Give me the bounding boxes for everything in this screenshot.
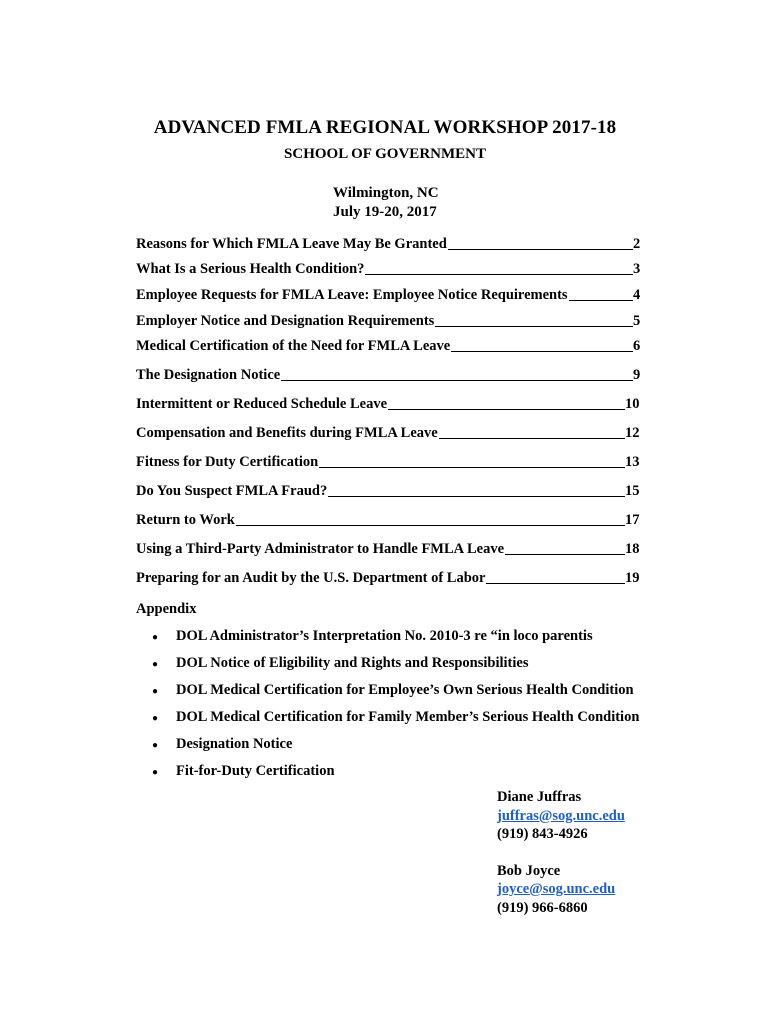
event-details: [333, 184, 439, 222]
toc-entry[interactable]: [136, 261, 642, 278]
toc-leader-line: [435, 326, 633, 327]
contacts: [497, 788, 625, 917]
toc-entry-label: What Is a Serious Health Condition?: [136, 261, 365, 277]
toc-entry[interactable]: [136, 236, 642, 253]
toc-entry[interactable]: [136, 454, 642, 471]
toc-page-number: 4: [633, 287, 641, 303]
toc-entry-label: Reasons for Which FMLA Leave May Be Granted: [136, 236, 447, 252]
toc-page-number: 12: [625, 425, 640, 441]
toc-entry[interactable]: [136, 483, 642, 500]
bullet-icon: ●: [152, 740, 159, 751]
appendix-item: [152, 682, 639, 709]
bullet-icon: ●: [152, 767, 159, 778]
toc-entry[interactable]: [136, 287, 642, 304]
bullet-icon: ●: [152, 632, 159, 643]
contact-email-link[interactable]: joyce@sog.unc.edu: [497, 881, 616, 897]
appendix-item: [152, 736, 639, 763]
toc-leader-line: [388, 409, 625, 410]
toc-entry-label: Do You Suspect FMLA Fraud?: [136, 483, 328, 499]
appendix-item-label: DOL Administrator’s Interpretation No. 2010-3 re “in loco parentis: [176, 628, 593, 644]
bullet-icon: ●: [152, 713, 159, 724]
toc-page-number: 2: [633, 236, 641, 252]
toc-entry-label: Return to Work: [136, 512, 235, 528]
toc-leader-line: [439, 438, 625, 439]
toc-page-number: 9: [633, 367, 641, 383]
toc-leader-line: [569, 300, 633, 301]
toc-leader-line: [281, 380, 633, 381]
toc-entry-label: Compensation and Benefits during FMLA Leave: [136, 425, 438, 441]
toc-entry[interactable]: [136, 367, 642, 384]
toc-leader-line: [236, 525, 625, 526]
event-dates: July 19-20, 2017: [333, 204, 437, 220]
toc-page-number: 13: [625, 454, 640, 470]
toc-entry-label: Intermittent or Reduced Schedule Leave: [136, 396, 388, 412]
toc-entry[interactable]: [136, 338, 642, 355]
toc-entry-label: The Designation Notice: [136, 367, 281, 383]
toc-page-number: 3: [633, 261, 641, 277]
toc-entry-label: Fitness for Duty Certification: [136, 454, 319, 470]
toc-entry[interactable]: [136, 425, 642, 442]
document-title: ADVANCED FMLA REGIONAL WORKSHOP 2017-18: [153, 117, 617, 138]
toc-entry-label: Employee Requests for FMLA Leave: Employee Notice Requirements: [136, 287, 568, 303]
appendix-item-label: Fit-for-Duty Certification: [176, 763, 335, 779]
appendix-item-label: DOL Medical Certification for Employee’s Own Serious Health Condition: [176, 682, 634, 698]
bullet-icon: ●: [152, 686, 159, 697]
event-location: Wilmington, NC: [333, 185, 439, 201]
toc-leader-line: [365, 274, 633, 275]
toc-page-number: 15: [625, 483, 640, 499]
contact-name: Bob Joyce: [497, 862, 561, 879]
contact-spacer: [497, 844, 625, 862]
toc-leader-line: [319, 467, 625, 468]
appendix-heading: Appendix: [136, 601, 197, 617]
toc-entry[interactable]: [136, 313, 642, 330]
appendix-item: [152, 709, 639, 736]
toc-page-number: 5: [633, 313, 641, 329]
toc-entry[interactable]: [136, 512, 642, 529]
toc-leader-line: [486, 583, 625, 584]
toc-page-number: 17: [625, 512, 640, 528]
appendix-item: [152, 628, 639, 655]
bullet-icon: ●: [152, 659, 159, 670]
toc-entry[interactable]: [136, 396, 642, 413]
contact-phone: (919) 843-4926: [497, 826, 588, 842]
toc-entry-label: Employer Notice and Designation Requirements: [136, 313, 435, 329]
toc-leader-line: [451, 351, 633, 352]
toc-page-number: 10: [625, 396, 640, 412]
appendix-item-label: DOL Notice of Eligibility and Rights and Responsibilities: [176, 655, 529, 671]
document-subtitle: SCHOOL OF GOVERNMENT: [284, 146, 486, 162]
contact-email-link[interactable]: juffras@sog.unc.edu: [497, 807, 625, 824]
toc-page-number: 19: [625, 570, 640, 586]
contact-name: Diane Juffras: [497, 789, 582, 805]
appendix-item: [152, 655, 639, 682]
toc-entry-label: Using a Third-Party Administrator to Handle FMLA Leave: [136, 541, 505, 557]
toc-page-number: 6: [633, 338, 641, 354]
appendix-item: [152, 763, 639, 790]
toc-leader-line: [448, 249, 633, 250]
toc-leader-line: [328, 496, 625, 497]
toc-leader-line: [505, 554, 625, 555]
contact-phone: (919) 966-6860: [497, 899, 588, 916]
toc-entry-label: Medical Certification of the Need for FMLA Leave: [136, 338, 451, 354]
toc-page-number: 18: [625, 541, 640, 557]
appendix-item-label: Designation Notice: [176, 736, 293, 752]
toc-entry[interactable]: [136, 541, 642, 558]
appendix-list: [152, 628, 639, 790]
toc-entry[interactable]: [136, 570, 642, 587]
appendix-item-label: DOL Medical Certification for Family Member’s Serious Health Condition: [176, 709, 640, 725]
toc-entry-label: Preparing for an Audit by the U.S. Department of Labor: [136, 570, 486, 586]
